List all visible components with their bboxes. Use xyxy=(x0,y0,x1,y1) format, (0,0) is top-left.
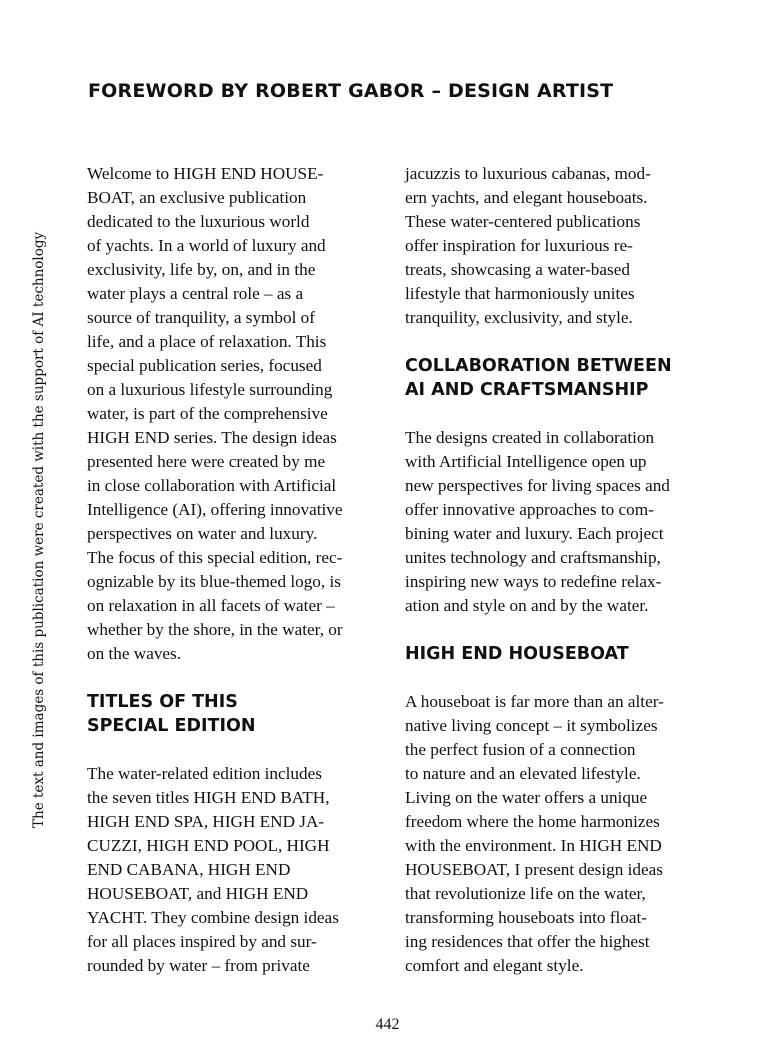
text-line: new perspectives for living spaces and xyxy=(405,476,670,495)
right-column xyxy=(405,162,695,978)
text-line: freedom where the home harmonizes xyxy=(405,812,660,831)
text-line: presented here were created by me xyxy=(87,452,326,471)
text-line: lifestyle that harmoniously unites xyxy=(405,284,635,303)
text-line: the perfect fusion of a connection xyxy=(405,740,636,759)
text-line: END CABANA, HIGH END xyxy=(87,860,291,879)
text-line: COLLABORATION BETWEEN xyxy=(405,356,672,376)
text-line: to nature and an elevated lifestyle. xyxy=(405,764,641,783)
text-line: unites technology and craftsmanship, xyxy=(405,548,661,567)
text-line: in close collaboration with Artificial xyxy=(87,476,337,495)
text-line: TITLES OF THIS xyxy=(87,692,238,712)
text-line: HIGH END HOUSEBOAT xyxy=(405,644,629,664)
text-line: exclusivity, life by, on, and in the xyxy=(87,260,316,279)
text-line: on a luxurious lifestyle surrounding xyxy=(87,380,333,399)
text-line: transforming houseboats into float- xyxy=(405,908,648,927)
text-line: dedicated to the luxurious world xyxy=(87,212,310,231)
text-line: perspectives on water and luxury. xyxy=(87,524,318,543)
text-line: treats, showcasing a water-based xyxy=(405,260,630,279)
text-line: SPECIAL EDITION xyxy=(87,716,256,736)
collaboration-heading xyxy=(405,354,695,402)
text-line: special publication series, focused xyxy=(87,356,322,375)
text-line: These water-centered publications xyxy=(405,212,641,231)
text-line: of yachts. In a world of luxury and xyxy=(87,236,326,255)
text-line: CUZZI, HIGH END POOL, HIGH xyxy=(87,836,330,855)
text-line: offer inspiration for luxurious re- xyxy=(405,236,633,255)
text-line: ern yachts, and elegant houseboats. xyxy=(405,188,648,207)
ai-disclaimer-note: The text and images of this publication were created with the support of AI technology xyxy=(31,231,47,828)
text-line: for all places inspired by and sur- xyxy=(87,932,317,951)
text-line: The focus of this special edition, rec- xyxy=(87,548,343,567)
text-line: HOUSEBOAT, and HIGH END xyxy=(87,884,309,903)
page-title: FOREWORD BY ROBERT GABOR – DESIGN ARTIST xyxy=(88,80,614,102)
text-line: water plays a central role – as a xyxy=(87,284,304,303)
text-line: whether by the shore, in the water, or xyxy=(87,620,343,639)
page-number: 442 xyxy=(375,1016,400,1033)
houseboat-paragraph xyxy=(405,690,695,978)
houseboat-heading xyxy=(405,642,695,666)
titles-heading xyxy=(87,690,377,738)
text-line: Living on the water offers a unique xyxy=(405,788,648,807)
text-line: tranquility, exclusivity, and style. xyxy=(405,308,633,327)
text-line: source of tranquility, a symbol of xyxy=(87,308,316,327)
text-line: life, and a place of relaxation. This xyxy=(87,332,327,351)
text-line: inspiring new ways to redefine relax- xyxy=(405,572,662,591)
text-line: that revolutionize life on the water, xyxy=(405,884,646,903)
text-line: HIGH END SPA, HIGH END JA- xyxy=(87,812,325,831)
text-line: on relaxation in all facets of water – xyxy=(87,596,335,615)
intro-paragraph xyxy=(87,162,377,666)
text-line: native living concept – it symbolizes xyxy=(405,716,658,735)
text-line: AI AND CRAFTSMANSHIP xyxy=(405,380,649,400)
text-line: ation and style on and by the water. xyxy=(405,596,649,615)
titles-paragraph xyxy=(87,762,377,978)
text-line: The designs created in collaboration xyxy=(405,428,655,447)
text-line: ognizable by its blue-themed logo, is xyxy=(87,572,341,591)
text-line: with the environment. In HIGH END xyxy=(405,836,662,855)
left-column xyxy=(87,162,377,978)
text-line: the seven titles HIGH END BATH, xyxy=(87,788,330,807)
text-line: rounded by water – from private xyxy=(87,956,310,975)
text-line: jacuzzis to luxurious cabanas, mod- xyxy=(405,164,651,183)
text-line: bining water and luxury. Each project xyxy=(405,524,664,543)
text-line: comfort and elegant style. xyxy=(405,956,584,975)
text-line: HIGH END series. The design ideas xyxy=(87,428,337,447)
continuation-paragraph xyxy=(405,162,695,330)
text-line: YACHT. They combine design ideas xyxy=(87,908,339,927)
text-line: A houseboat is far more than an alter- xyxy=(405,692,664,711)
text-line: with Artificial Intelligence open up xyxy=(405,452,647,471)
text-line: ing residences that offer the highest xyxy=(405,932,650,951)
text-line: HOUSEBOAT, I present design ideas xyxy=(405,860,663,879)
text-line: Welcome to HIGH END HOUSE- xyxy=(87,164,324,183)
text-line: water, is part of the comprehensive xyxy=(87,404,328,423)
collaboration-paragraph xyxy=(405,426,695,618)
text-line: The water-related edition includes xyxy=(87,764,322,783)
text-line: offer innovative approaches to com- xyxy=(405,500,654,519)
text-line: on the waves. xyxy=(87,644,182,663)
text-line: Intelligence (AI), offering innovative xyxy=(87,500,343,519)
text-line: BOAT, an exclusive publication xyxy=(87,188,307,207)
